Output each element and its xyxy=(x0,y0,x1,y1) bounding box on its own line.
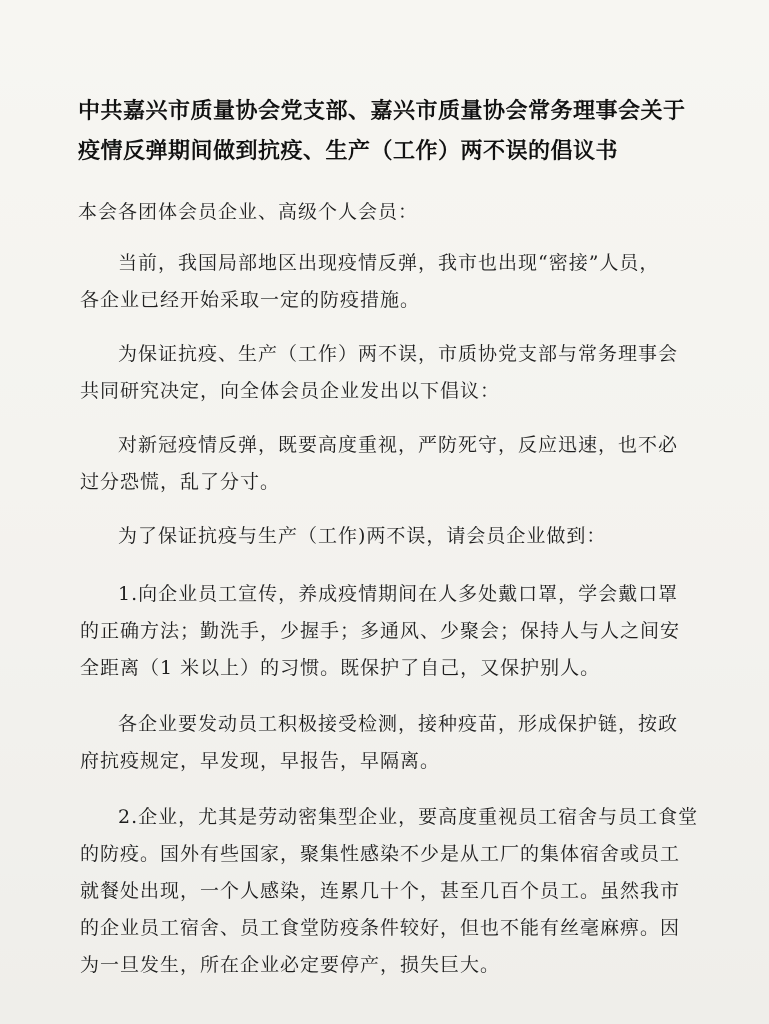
paragraph-7-line-5: 为一旦发生，所在企业必定要停产，损失巨大。 xyxy=(80,954,501,976)
document-title xyxy=(78,92,718,172)
paragraph-7-line-2: 的防疫。国外有些国家，聚集性感染不少是从工厂的集体宿舍或员工 xyxy=(80,843,681,865)
paragraph-6-line-1: 各企业要发动员工积极接受检测，接种疫苗，形成保护链，按政 xyxy=(118,713,679,735)
paragraph-5-line-1: 1.向企业员工宣传，养成疫情期间在人多处戴口罩，学会戴口罩 xyxy=(118,583,679,605)
paragraph-2-line-2: 共同研究决定，向全体会员企业发出以下倡议： xyxy=(80,380,501,402)
paragraph-2-line-1: 为保证抗疫、生产（工作）两不误，市质协党支部与常务理事会 xyxy=(118,343,679,365)
paragraph-3-line-1: 对新冠疫情反弹，既要高度重视，严防死守，反应迅速，也不必 xyxy=(118,434,679,456)
salutation: 本会各团体会员企业、高级个人会员： xyxy=(78,201,419,223)
paragraph-5-line-3: 全距离（1 米以上）的习惯。既保护了自己，又保护别人。 xyxy=(80,657,601,679)
paragraph-6-line-2: 府抗疫规定，早发现，早报告，早隔离。 xyxy=(80,750,441,772)
paragraph-7-line-4: 的企业员工宿舍、员工食堂防疫条件较好，但也不能有丝毫麻痹。因 xyxy=(80,917,681,939)
paragraph-1-line-1: 当前，我国局部地区出现疫情反弹，我市也出现“密接”人员， xyxy=(118,252,660,274)
title-line-1: 中共嘉兴市质量协会党支部、嘉兴市质量协会常务理事会关于 xyxy=(78,99,686,124)
paragraph-1-line-2: 各企业已经开始采取一定的防疫措施。 xyxy=(80,289,421,311)
title-line-2: 疫情反弹期间做到抗疫、生产（工作）两不误的倡议书 xyxy=(78,139,619,164)
paragraph-5-line-2: 的正确方法；勤洗手，少握手；多通风、少聚会；保持人与人之间安 xyxy=(80,620,681,642)
paragraph-4-line-1: 为了保证抗疫与生产（工作)两不误，请会员企业做到： xyxy=(118,525,607,547)
paragraph-7-line-3: 就餐处出现，一个人感染，连累几十个，甚至几百个员工。虽然我市 xyxy=(80,880,681,902)
paragraph-3-line-2: 过分恐慌，乱了分寸。 xyxy=(80,471,281,493)
paragraph-7-line-1: 2.企业，尤其是劳动密集型企业，要高度重视员工宿舍与员工食堂 xyxy=(118,806,699,828)
